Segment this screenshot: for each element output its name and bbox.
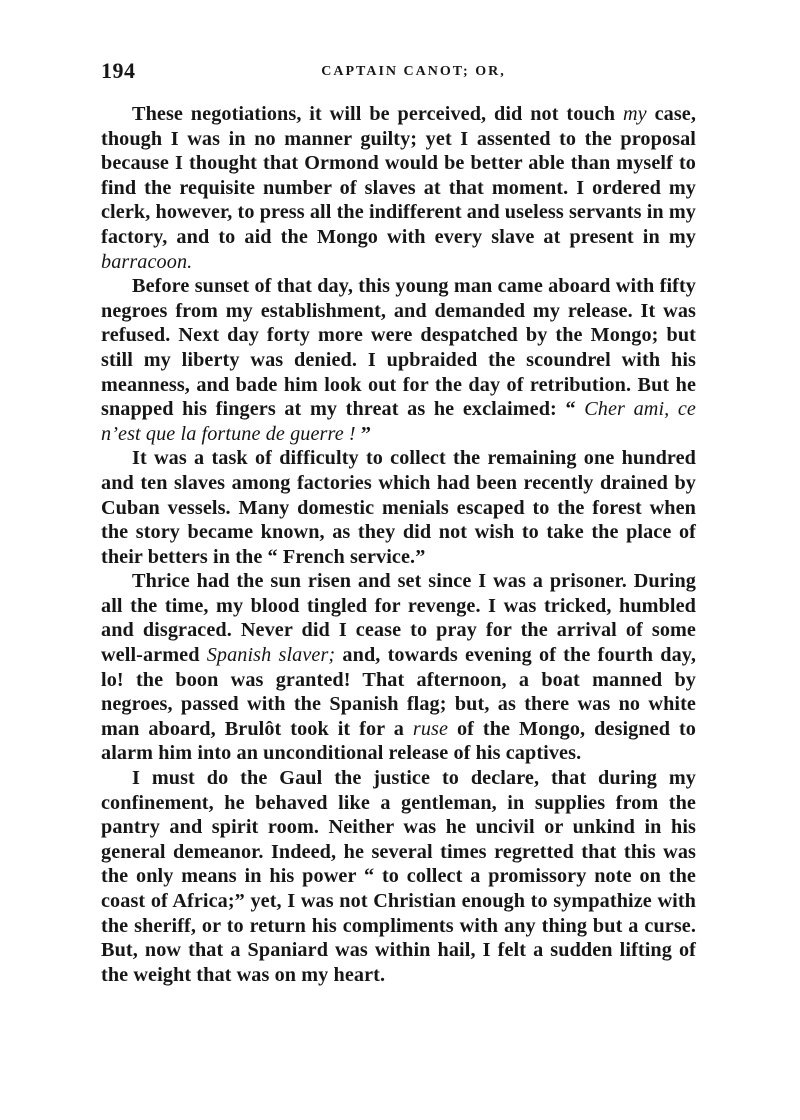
text-segment: I must do the Gaul the justice to declare, that during my confinement, he behaved like a gentleman, in supplies from the pantry and spirit room. Neither was he uncivil or unkind in his general demeanor. Indeed, he several times regretted that this was the only means in his power “ to collect a promissory note on the coast of Africa;” yet, I was not Christian enough to sympathize with the sheriff, or to return his compliments with any thing but a curse. But, now that a Spaniard was within hail, I felt a sudden lifting of the weight that was on my heart. [101,767,696,986]
paragraph-4 [101,569,696,766]
italic-segment: ruse [412,717,449,740]
running-head: CAPTAIN CANOT; OR, [321,64,506,79]
text-segment: These negotiations, it will be perceived, did not touch [132,103,623,125]
paragraph-3 [101,446,696,569]
italic-segment: barracoon. [101,250,193,273]
text-segment: Before sunset of that day, this young man came aboard with fifty negroes from my establishment, and demanded my release. It was refused. Next day forty more were despatched by the Mongo; but still my liberty was denied. I upbraided the scoundrel with his meanness, and bade him look out for the day of retribution. But he snapped his fingers at my threat as he exclaimed: “ [101,275,696,421]
italic-segment: Spanish slaver; [206,644,336,667]
text-segment: It was a task of difficulty to collect the remaining one hundred and ten slaves among factories which had been recently drained by Cuban vessels. Many domestic menials escaped to the forest when the story became known, as they did not wish to take the place of their betters in the “ French service.” [101,447,696,568]
paragraph-2 [101,274,696,446]
paragraph-5 [101,766,696,987]
text-segment: ” [355,422,372,445]
text-segment: of the Mongo, designed to alarm him into an unconditional release of his captives. [101,717,696,765]
page-header [101,58,696,88]
text-segment: and, towards evening of the fourth day, lo! the boon was granted! That afternoon, a boat manned by negroes, passed with the Spanish flag; but, as there was no white man aboard, Brulôt took it for a [101,644,697,740]
text-segment: Thrice had the sun risen and set since I was a prisoner. During all the time, my blood tingled for revenge. I was tricked, humbled and disgraced. Never did I cease to pray for the arrival of some well-armed [101,570,696,667]
text-segment: case, though I was in no manner guilty; yet I assented to the proposal because I thought that Ormond would be better able than myself to find the requisite number of slaves at that moment. I ordered my clerk, however, to press all the indifferent and useless servants in my factory, and to aid the Mongo with every slave at present in my [101,103,696,248]
paragraph-1 [101,102,696,274]
italic-segment: Cher ami, ce n’est que la fortune de guerre ! [101,398,696,445]
body-text [101,102,696,987]
page-number: 194 [101,58,136,83]
italic-segment: my [622,103,647,125]
